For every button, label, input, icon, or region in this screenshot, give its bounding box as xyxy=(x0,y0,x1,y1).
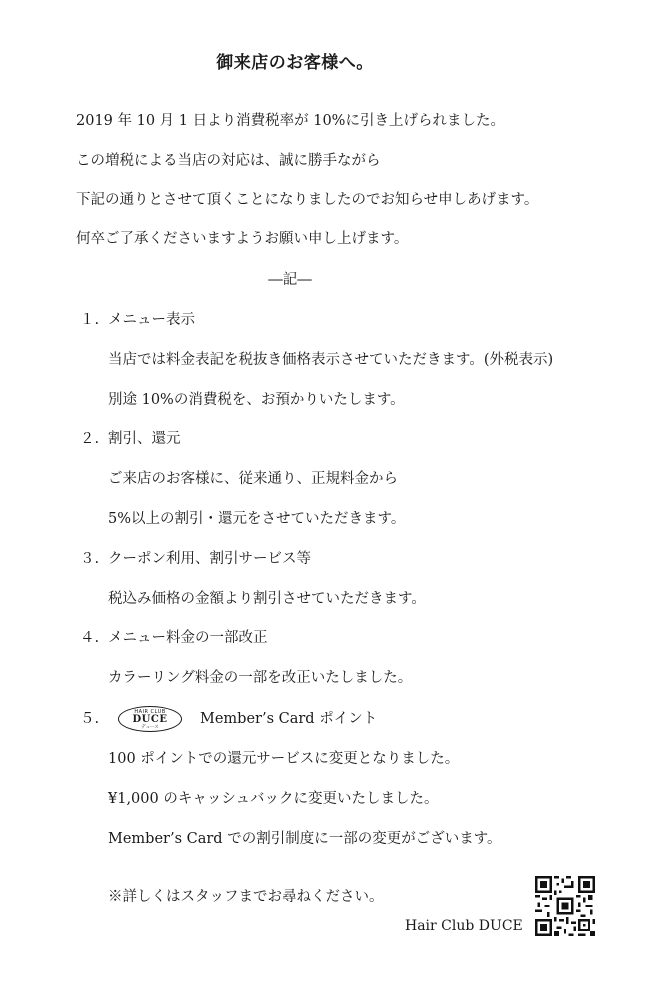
item-heading: クーポン利用、割引サービス等 xyxy=(108,551,311,567)
item-text: 別途 10%の消費税を、お預かりいたします。 xyxy=(108,392,405,408)
item-number: ５. xyxy=(80,711,100,727)
ki-separator: ―記― xyxy=(268,272,312,288)
intro-line: 何卒ご了承くださいますようお願い申し上げます。 xyxy=(76,231,409,247)
footnote: ※詳しくはスタッフまでお尋ねください。 xyxy=(108,889,384,905)
item-text: ご来店のお客様に、従来通り、正規料金から xyxy=(108,471,398,487)
item-heading: 割引、還元 xyxy=(108,431,181,447)
notice-title: 御来店のお客様へ。 xyxy=(216,53,374,73)
intro-line: この増税による当店の対応は、誠に勝手ながら xyxy=(76,153,381,169)
item-text: 当店では料金表記を税抜き価格表示させていただきます。(外税表示) xyxy=(108,352,554,368)
item-heading: Member’s Card ポイント xyxy=(200,711,378,727)
item-heading: メニュー料金の一部改正 xyxy=(108,630,268,646)
item-text: カラーリング料金の一部を改正いたしました。 xyxy=(108,670,413,686)
item-text: 100 ポイントでの還元サービスに変更となりました。 xyxy=(108,751,460,767)
signature: Hair Club DUCE xyxy=(405,918,523,934)
item-heading: メニュー表示 xyxy=(108,312,195,328)
item-text: ¥1,000 のキャッシュバックに変更いたしました。 xyxy=(108,791,439,807)
item-number: ３. xyxy=(80,551,100,567)
item-text: Member’s Card での割引制度に一部の変更がございます。 xyxy=(108,831,502,847)
logo-top-text: HAIR CLUB xyxy=(134,709,166,715)
intro-line: 2019 年 10 月 1 日より消費税率が 10%に引き上げられました。 xyxy=(76,113,505,129)
intro-line: 下記の通りとさせて頂くことになりましたのでお知らせ申しあげます。 xyxy=(76,192,539,208)
item-number: １. xyxy=(80,312,100,328)
item-text: 5%以上の割引・還元をさせていただきます。 xyxy=(108,511,406,527)
logo-kana-text: デュース xyxy=(141,725,159,730)
duce-logo xyxy=(118,706,182,732)
logo-main-text: DUCE xyxy=(132,714,168,725)
qr-code-icon[interactable] xyxy=(535,876,595,936)
item-number: ４. xyxy=(80,630,100,646)
item-text: 税込み価格の金額より割引させていただきます。 xyxy=(108,591,426,607)
item-number: ２. xyxy=(80,431,100,447)
